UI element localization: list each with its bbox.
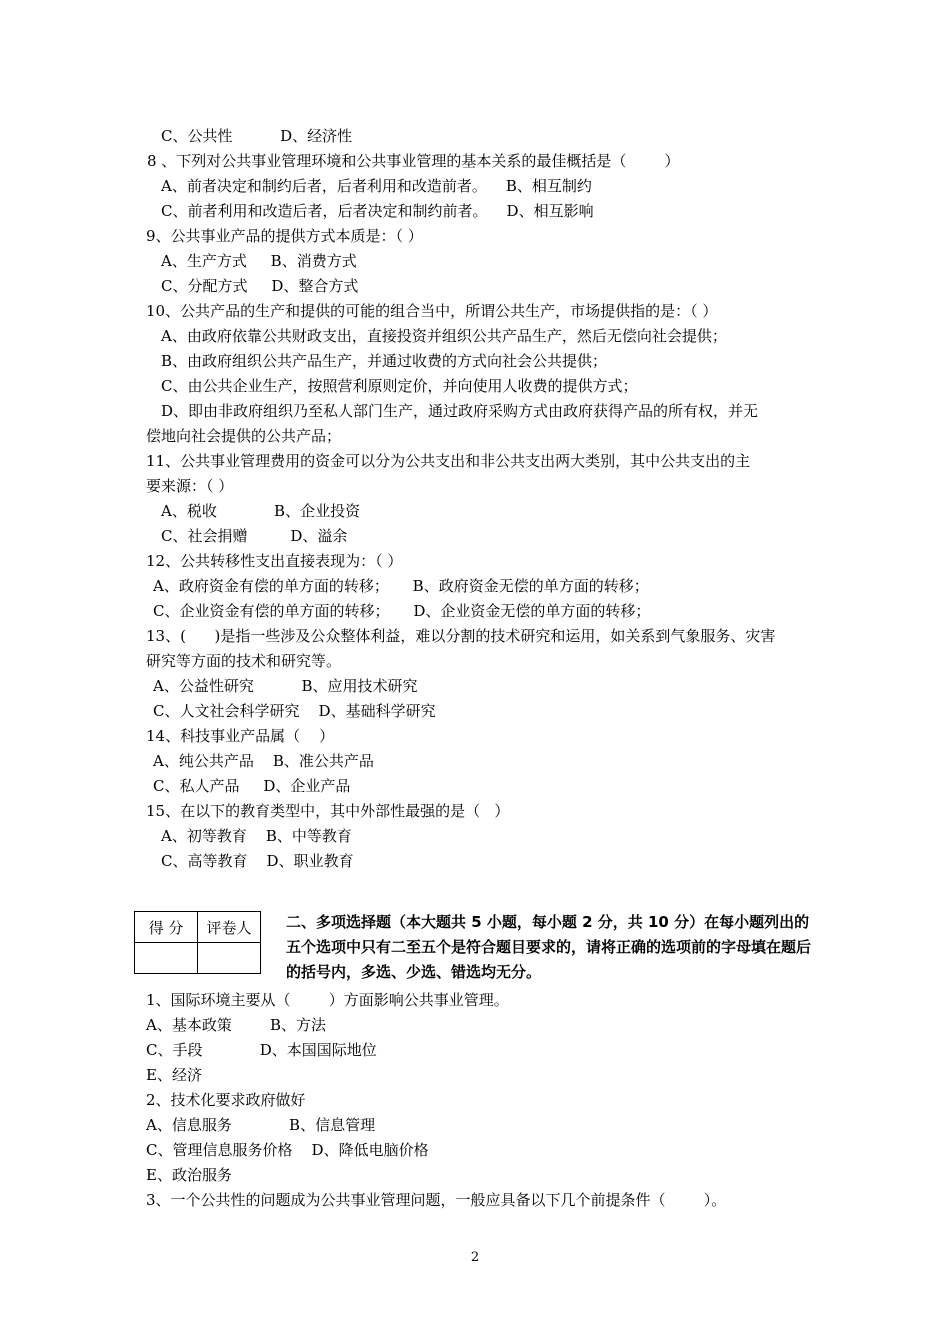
option-line: E、经济 xyxy=(146,1066,202,1084)
option-line: A、前者决定和制约后者，后者利用和改造前者。 B、相互制约 xyxy=(161,177,592,195)
question-line: 15、在以下的教育类型中，其中外部性最强的是（ ） xyxy=(146,802,510,820)
page-number: 2 xyxy=(470,1250,480,1265)
score-label: 得 分 xyxy=(135,912,198,943)
question-line: 12、公共转移性支出直接表现为：（ ） xyxy=(146,552,403,570)
question-line: 10、公共产品的生产和提供的可能的组合当中，所谓公共生产，市场提供指的是：（ ） xyxy=(146,302,718,320)
question-line-continued: 研究等方面的技术和研究等。 xyxy=(146,652,342,670)
option-line: C、人文社会科学研究 D、基础科学研究 xyxy=(153,702,436,720)
question-line: 14、科技事业产品属（ ） xyxy=(146,727,335,745)
option-line: A、政府资金有偿的单方面的转移； B、政府资金无偿的单方面的转移； xyxy=(153,577,649,595)
score-cell xyxy=(135,943,198,974)
option-line: C、社会捐赠 D、溢余 xyxy=(161,527,348,545)
section-2-title: 二、多项选择题（本大题共 5 小题，每小题 2 分，共 10 分）在每小题列出的五个选项中只有二至五个是符合题目要求的，请将正确的选项前的字母填在题后的括号内，多选、少选、错选均无分。 xyxy=(286,913,812,981)
option-line: E、政治服务 xyxy=(146,1166,232,1184)
option-line: D、即由非政府组织乃至私人部门生产，通过政府采购方式由政府获得产品的所有权，并无 xyxy=(161,402,759,420)
question-line: 11、公共事业管理费用的资金可以分为公共支出和非公共支出两大类别，其中公共支出的主 xyxy=(146,452,751,470)
question-line: 3、一个公共性的问题成为公共事业管理问题，一般应具备以下几个前提条件（ ）。 xyxy=(146,1191,727,1209)
option-line: C、公共性 D、经济性 xyxy=(161,127,353,145)
option-line: A、税收 B、企业投资 xyxy=(161,502,361,520)
option-line: C、手段 D、本国国际地位 xyxy=(146,1041,377,1059)
option-line: A、由政府依靠公共财政支出，直接投资并组织公共产品生产，然后无偿向社会提供； xyxy=(161,327,727,345)
option-line: C、分配方式 D、整合方式 xyxy=(161,277,359,295)
option-line: C、前者利用和改造后者，后者决定和制约前者。 D、相互影响 xyxy=(161,202,594,220)
question-line: 2、技术化要求政府做好 xyxy=(146,1091,306,1109)
option-line: B、由政府组织公共产品生产，并通过收费的方式向社会公共提供； xyxy=(161,352,608,370)
option-line: C、企业资金有偿的单方面的转移； D、企业资金无偿的单方面的转移； xyxy=(153,602,651,620)
grader-label: 评卷人 xyxy=(198,912,261,943)
question-line: 1、国际环境主要从（ ）方面影响公共事业管理。 xyxy=(146,991,509,1009)
option-line: A、公益性研究 B、应用技术研究 xyxy=(153,677,418,695)
option-line: C、由公共企业生产，按照营利原则定价，并向使用人收费的提供方式； xyxy=(161,377,638,395)
option-line: A、基本政策 B、方法 xyxy=(146,1016,327,1034)
question-line: 13、( )是指一些涉及公众整体利益，难以分割的技术研究和运用，如关系到气象服务、灾害 xyxy=(146,627,776,645)
score-table xyxy=(134,911,261,974)
option-line: C、管理信息服务价格 D、降低电脑价格 xyxy=(146,1141,429,1159)
question-line: 9、公共事业产品的提供方式本质是：（ ） xyxy=(146,227,423,245)
question-line: 8 、下列对公共事业管理环境和公共事业管理的基本关系的最佳概括是（ ） xyxy=(147,152,680,170)
option-line: A、纯公共产品 B、准公共产品 xyxy=(153,752,374,770)
option-line-continued: 偿地向社会提供的公共产品； xyxy=(146,427,342,445)
question-line-continued: 要来源：（ ） xyxy=(146,477,234,495)
option-line: A、初等教育 B、中等教育 xyxy=(161,827,352,845)
option-line: C、高等教育 D、职业教育 xyxy=(161,852,354,870)
option-line: A、生产方式 B、消费方式 xyxy=(161,252,357,270)
option-line: A、信息服务 B、信息管理 xyxy=(146,1116,376,1134)
option-line: C、私人产品 D、企业产品 xyxy=(153,777,351,795)
grader-cell xyxy=(198,943,261,974)
